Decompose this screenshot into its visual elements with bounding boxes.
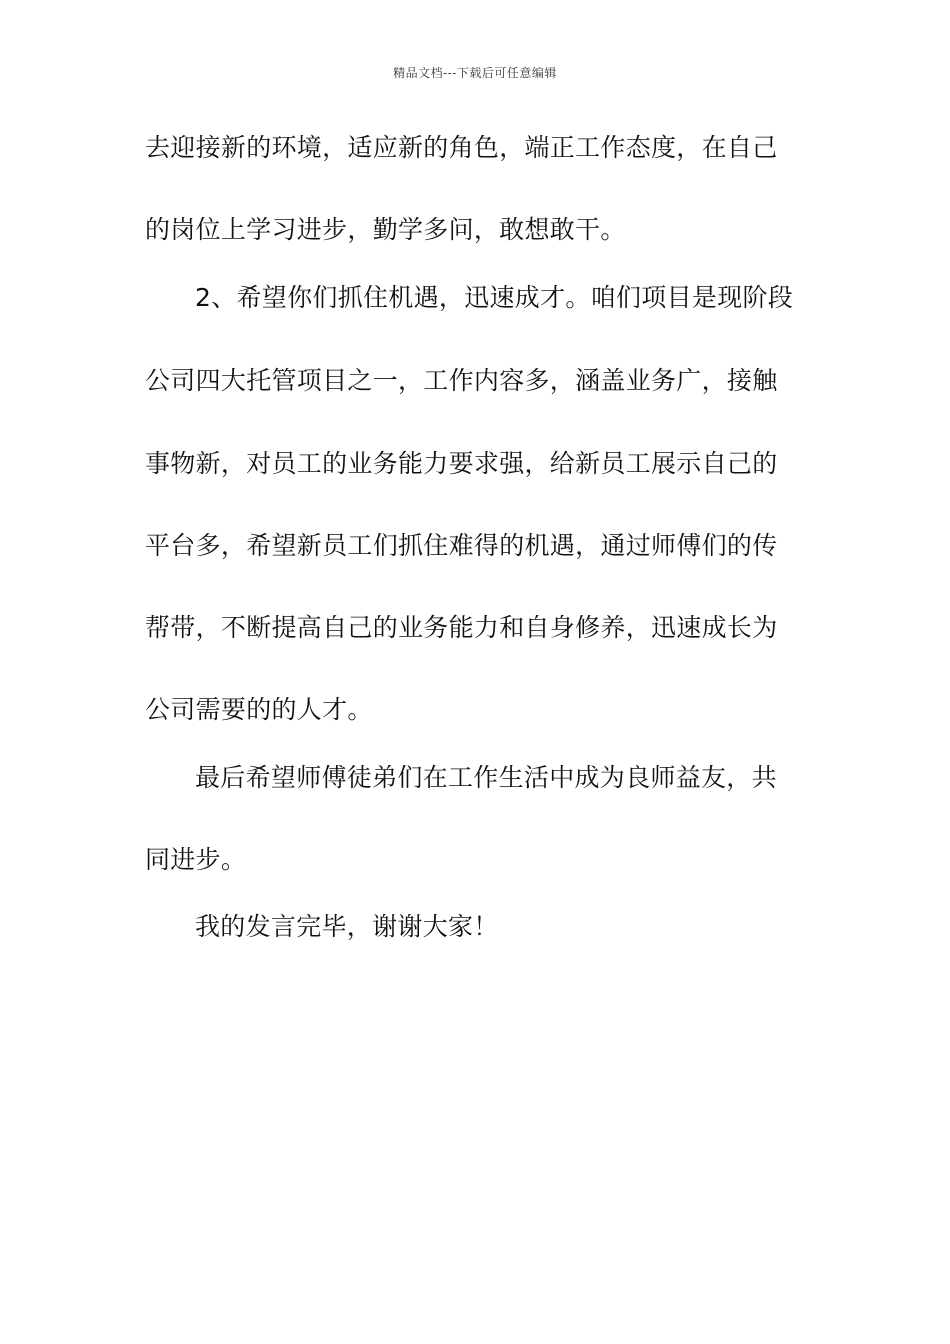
text-line-8: 公司需要的的人才。 (145, 695, 373, 724)
text-line-5: 事物新，对员工的业务能力要求强，给新员工展示自己的 (145, 449, 778, 478)
text-line-3: 2、希望你们抓住机遇，迅速成才。咱们项目是现阶段 (195, 283, 794, 312)
text-line-10: 同进步。 (145, 845, 247, 874)
text-line-4: 公司四大托管项目之一，工作内容多，涵盖业务广，接触 (145, 366, 778, 395)
text-line-2: 的岗位上学习进步，勤学多问，敢想敢干。 (145, 215, 626, 244)
text-line-1: 去迎接新的环境，适应新的角色，端正工作态度，在自己 (145, 133, 778, 162)
text-line-9: 最后希望师傅徒弟们在工作生活中成为良师益友，共 (195, 763, 777, 792)
text-line-7: 帮带，不断提高自己的业务能力和自身修养，迅速成长为 (145, 613, 778, 642)
text-line-11: 我的发言完毕，谢谢大家！ (195, 912, 499, 941)
page-header: 精品文档---下载后可任意编辑 (393, 66, 557, 80)
text-line-6: 平台多，希望新员工们抓住难得的机遇，通过师傅们的传 (145, 531, 778, 560)
